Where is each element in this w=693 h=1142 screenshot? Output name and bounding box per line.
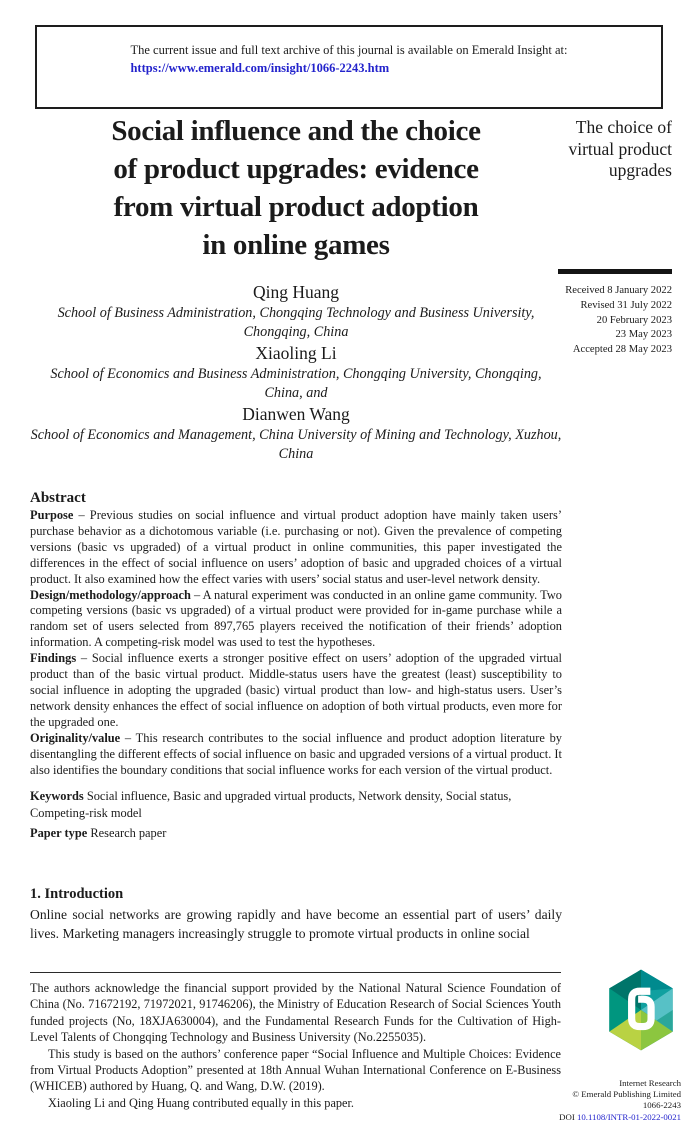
abstract-purpose-label: Purpose [30,508,74,522]
sidebar-rule [558,269,672,274]
footnote-block [30,972,561,1111]
journal-archive-link[interactable]: https://www.emerald.com/insight/1066-2243.htm [130,61,390,75]
availability-notice: The current issue and full text archive of this journal is available on Emerald Insight at: [130,43,568,57]
emerald-publishing-logo-icon [605,968,677,1052]
date-revised-2: 20 February 2023 [596,314,672,326]
abstract-heading: Abstract [30,490,86,506]
section-heading-introduction: 1. Introduction [30,886,124,903]
date-revised-1: Revised 31 July 2022 [580,299,672,311]
footnote-acknowledgement: The authors acknowledge the financial support provided by the National Natural Science Foundation of China (No. 71672192, 71972021, 91746206), the Ministry of Education Research of Social Sciences Youth funded projects (No, 18XJA630004), and the Fundamental Research Funds for the Cultivation of High-Level Talents of Chongqing Technology and Business University (No.2255035). [30,981,561,1045]
paper-type-text: Research paper [90,825,167,840]
author-name: Dianwen Wang [242,404,350,424]
title-line: in online games [202,229,390,261]
doi-link[interactable]: 10.1108/INTR-01-2022-0021 [576,1111,681,1122]
doi-label: DOI [559,1111,575,1122]
title-line: Social influence and the choice [111,115,481,147]
running-title: The choice of virtual product upgrades [568,117,672,180]
journal-name: Internet Research [619,1078,681,1088]
title-line: from virtual product adoption [113,191,479,223]
author-affiliation: School of Business Administration, Chongqing Technology and Business University, Chongqing, China [57,305,535,340]
author-name: Qing Huang [252,282,340,302]
abstract-findings-text: – Social influence exerts a stronger positive effect on users’ adoption of the upgraded virtual product than of the basic virtual product. Middle-status users have the greatest (least) susceptibility to social influence in adopting the upgraded (basic) virtual product than low- and high-status users. User’s network density enhances the effect of social influence on adoption of both virtual products, even more for the upgraded one. [30,651,562,729]
abstract-originality-label: Originality/value [30,730,121,745]
abstract-findings-label: Findings [30,651,77,666]
author-name: Xiaoling Li [255,343,337,363]
journal-doi-line [549,1112,681,1123]
keywords-line [30,788,562,820]
keywords-text: Social influence, Basic and upgraded virtual products, Network density, Social status, Competing-risk model [30,789,512,820]
author-list [30,281,562,464]
paper-type-line [30,825,562,841]
journal-publisher: © Emerald Publishing Limited [572,1089,681,1100]
abstract-design-text: – A natural experiment was conducted in an online game community. Two competing versions (basic vs upgraded) of a virtual product were provided for in-game purchase while a random set of users selected from 897,765 players received the notification of their friends’ adoption information. A competing-risk model was used to test the hypotheses. [30,587,562,650]
journal-imprint [549,1078,681,1123]
abstract-purpose [30,508,562,588]
keywords-label: Keywords [30,789,84,804]
abstract-purpose-text: – Previous studies on social influence and virtual product adoption have mainly taken users’ purchase behavior as a dichotomous variable (i.e. purchasing or not). Given the prevalence of competing versions (basic vs upgraded) of a virtual product in online communities, this paper investigated the differences in the effect of social influence on users’ adoption of basic and upgraded choices of a virtual product. It also examined how the effect varies with users’ social status and user-level network density. [30,508,562,586]
article-title [30,112,562,264]
abstract-findings [30,651,562,731]
paper-type-label: Paper type [30,825,88,840]
main-column [30,112,562,943]
date-accepted: Accepted 28 May 2023 [572,344,672,356]
date-received: Received 8 January 2022 [565,285,672,296]
abstract-design [30,588,562,652]
author-affiliation: School of Economics and Business Administration, Chongqing University, Chongqing, China, and [50,366,542,401]
date-revised-3: 23 May 2023 [615,329,672,341]
journal-issn: 1066-2243 [642,1100,681,1111]
author-affiliation: School of Economics and Management, China University of Mining and Technology, Xuzhou, China [30,427,562,462]
footnote-contribution-note: Xiaoling Li and Qing Huang contributed equally in this paper. [48,1095,354,1110]
footnote-conference-note: This study is based on the authors’ conference paper “Social Influence and Multiple Choices: Evidence from Virtual Products Adoption” presented at 18th Annual Wuhan International Conference on E-Business (WHICEB) authored by Huang, Q. and Wang, D.W. (2019). [30,1046,561,1094]
abstract-originality-text: – This research contributes to the social influence and product adoption literature by disentangling the different effects of social influence on basic and upgraded versions of a virtual product. It also identifies the boundary conditions that social influence works for each version of the virtual product. [30,730,562,777]
abstract-originality [30,731,562,779]
abstract-design-label: Design/methodology/approach [30,587,191,602]
introduction-paragraph: Online social networks are growing rapidly and have become an essential part of users’ daily lives. Marketing managers increasingly struggle to promote virtual products in online social [30,907,562,941]
journal-colophon [549,968,681,1123]
availability-banner [35,25,663,109]
title-line: of product upgrades: evidence [113,153,479,185]
